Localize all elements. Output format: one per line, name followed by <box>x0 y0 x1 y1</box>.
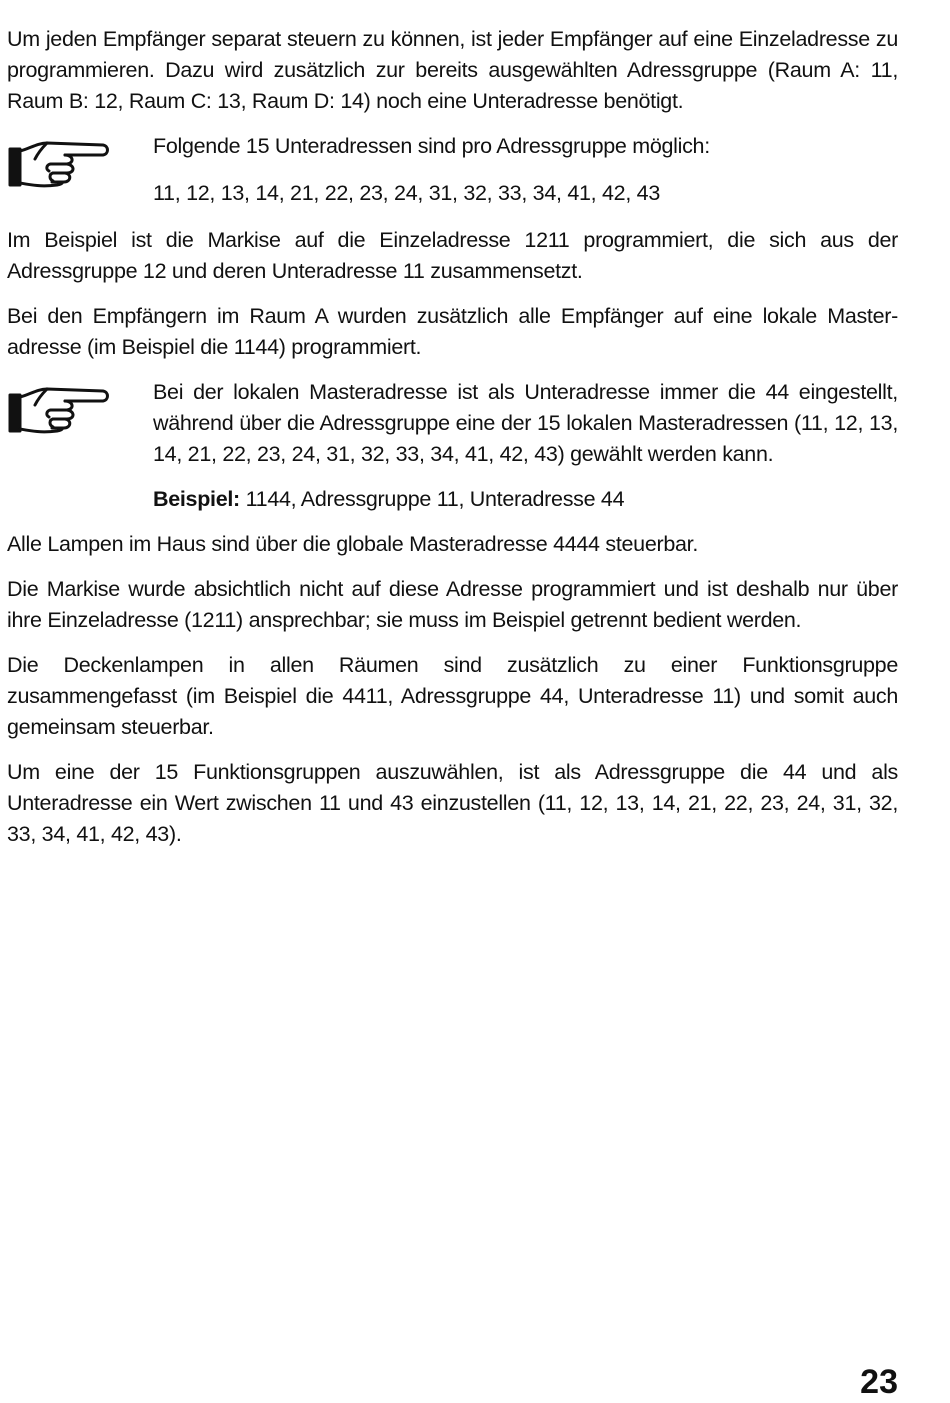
note-subaddresses-list: 11, 12, 13, 14, 21, 22, 23, 24, 31, 32, 33, 34, 41, 42, 43 <box>153 181 660 205</box>
paragraph-local-master: Bei den Empfängern im Raum A wurden zusätzlich alle Empfänger auf eine lokale Master-adresse (im Beispiel die 1144) programmiert. <box>7 304 898 359</box>
pointing-hand-icon <box>7 137 111 191</box>
paragraph-markise-separate: Die Markise wurde absichtlich nicht auf diese Adresse programmiert und ist deshalb nur über ihre Einzeladresse (1211) ansprechbar; sie muss im Beispiel getrennt bedient werden. <box>7 577 898 632</box>
page-content <box>7 24 898 864</box>
note-local-master <box>7 377 898 515</box>
paragraph-function-group: Die Deckenlampen in allen Räumen sind zusätzlich zu einer Funktionsgruppe zusammengefasst (im Beispiel die 4411, Adressgruppe 44, Unteradresse 11) und somit auch gemeinsam steuerbar. <box>7 653 898 739</box>
page-number: 23 <box>860 1363 898 1401</box>
paragraph-example-markise: Im Beispiel ist die Markise auf die Einzeladresse 1211 programmiert, die sich aus der Adressgruppe 12 und deren Unteradresse 11 zusammensetzt. <box>7 228 898 283</box>
note-subaddresses-intro: Folgende 15 Unteradressen sind pro Adressgruppe möglich: <box>153 134 710 158</box>
paragraph-function-group-select: Um eine der 15 Funktionsgruppen auszuwählen, ist als Adressgruppe die 44 und als Unteradresse ein Wert zwischen 11 und 43 einzustellen (11, 12, 13, 14, 21, 22, 23, 24, 31, 32, 33, 34, 41, 42, 43). <box>7 760 898 846</box>
pointing-hand-icon <box>7 383 111 437</box>
note-subaddresses <box>7 131 898 209</box>
example-label: Beispiel: <box>153 487 240 511</box>
example-text: 1144, Adressgruppe 11, Unteradresse 44 <box>239 487 625 511</box>
paragraph-intro: Um jeden Empfänger separat steuern zu können, ist jeder Empfänger auf eine Einzeladresse zu programmieren. Dazu wird zusätzlich zur bereits ausgewählten Adressgruppe (Raum A: 11, Raum B: 12, Raum C: 13, Raum D: 14) noch eine Unteradresse benötigt. <box>7 27 898 113</box>
note-local-master-text: Bei der lokalen Masteradresse ist als Unteradresse immer die 44 eingestellt, während über die Adressgruppe eine der 15 lokalen Masteradressen (11, 12, 13, 14, 21, 22, 23, 24, 31, 32, 33, 34, 41, 42, 43) gewählt werden kann. <box>153 380 898 466</box>
paragraph-global-master: Alle Lampen im Haus sind über die globale Masteradresse 4444 steuerbar. <box>7 532 699 556</box>
note-local-master-example <box>153 484 898 515</box>
